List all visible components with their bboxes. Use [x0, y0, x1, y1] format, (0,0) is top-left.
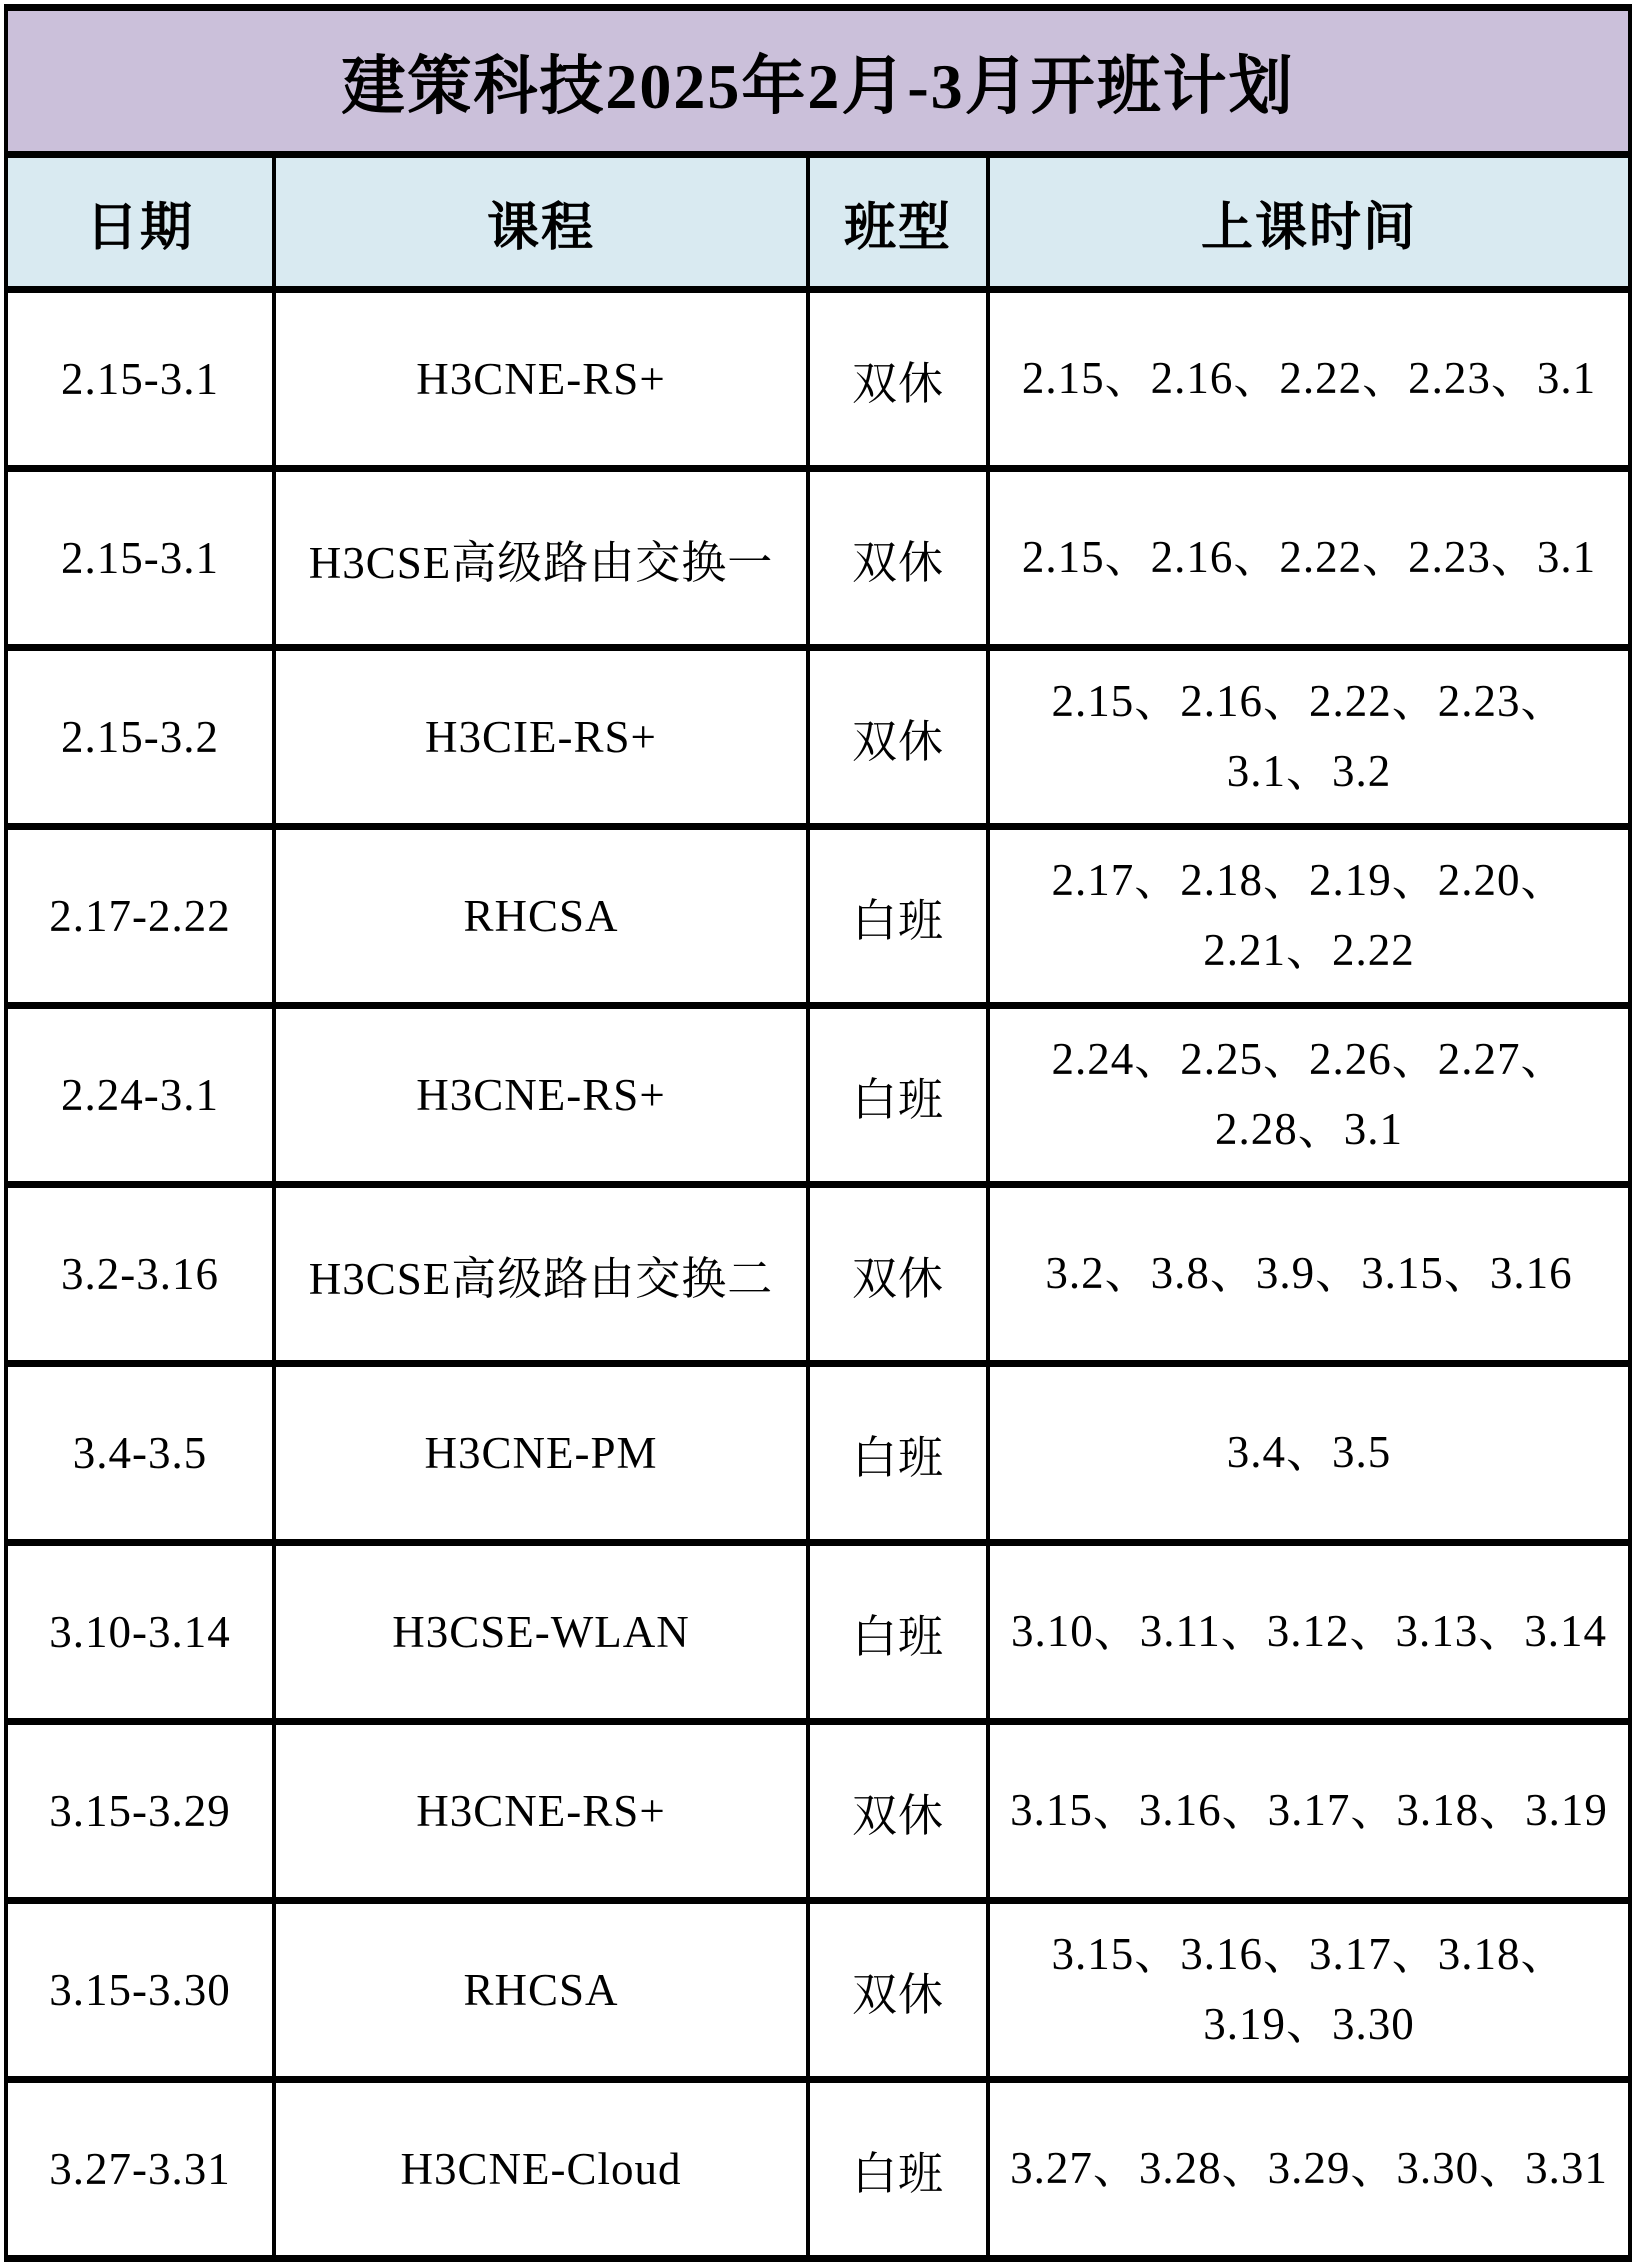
cell-type: 白班 — [808, 1364, 988, 1543]
cell-date: 3.2-3.16 — [6, 1185, 274, 1364]
cell-time: 3.2、3.8、3.9、3.15、3.16 — [988, 1185, 1630, 1364]
cell-date: 2.15-3.1 — [6, 290, 274, 469]
cell-course: RHCSA — [274, 827, 808, 1006]
cell-course: H3CNE-RS+ — [274, 1006, 808, 1185]
page-title: 建策科技2025年2月-3月开班计划 — [6, 8, 1630, 155]
cell-type: 白班 — [808, 827, 988, 1006]
cell-date: 3.15-3.30 — [6, 1901, 274, 2080]
cell-date: 3.4-3.5 — [6, 1364, 274, 1543]
cell-course: H3CNE-RS+ — [274, 1722, 808, 1901]
cell-type: 白班 — [808, 1006, 988, 1185]
cell-time: 2.15、2.16、2.22、2.23、3.1、3.2 — [988, 648, 1630, 827]
table-row — [6, 2080, 1630, 2259]
cell-type: 双休 — [808, 648, 988, 827]
cell-date: 2.24-3.1 — [6, 1006, 274, 1185]
cell-course: RHCSA — [274, 1901, 808, 2080]
cell-type: 白班 — [808, 2080, 988, 2259]
cell-time: 3.15、3.16、3.17、3.18、3.19、3.30 — [988, 1901, 1630, 2080]
cell-date: 2.15-3.1 — [6, 469, 274, 648]
cell-time: 2.15、2.16、2.22、2.23、3.1 — [988, 469, 1630, 648]
column-header-type: 班型 — [808, 155, 988, 290]
cell-type: 双休 — [808, 1722, 988, 1901]
cell-course: H3CSE-WLAN — [274, 1543, 808, 1722]
table-row — [6, 1722, 1630, 1901]
table-row — [6, 648, 1630, 827]
cell-course: H3CSE高级路由交换一 — [274, 469, 808, 648]
cell-course: H3CNE-RS+ — [274, 290, 808, 469]
table-row — [6, 1185, 1630, 1364]
table-row — [6, 469, 1630, 648]
header-row — [6, 155, 1630, 290]
cell-course: H3CIE-RS+ — [274, 648, 808, 827]
cell-course: H3CNE-PM — [274, 1364, 808, 1543]
table-row — [6, 827, 1630, 1006]
column-header-time: 上课时间 — [988, 155, 1630, 290]
cell-time: 3.27、3.28、3.29、3.30、3.31 — [988, 2080, 1630, 2259]
cell-time: 2.24、2.25、2.26、2.27、2.28、3.1 — [988, 1006, 1630, 1185]
cell-date: 3.15-3.29 — [6, 1722, 274, 1901]
table-row — [6, 1901, 1630, 2080]
cell-type: 双休 — [808, 1901, 988, 2080]
title-row — [6, 8, 1630, 155]
cell-type: 白班 — [808, 1543, 988, 1722]
cell-date: 3.10-3.14 — [6, 1543, 274, 1722]
cell-time: 3.10、3.11、3.12、3.13、3.14 — [988, 1543, 1630, 1722]
table-row — [6, 1006, 1630, 1185]
cell-type: 双休 — [808, 469, 988, 648]
cell-course: H3CSE高级路由交换二 — [274, 1185, 808, 1364]
table-row — [6, 1364, 1630, 1543]
cell-course: H3CNE-Cloud — [274, 2080, 808, 2259]
cell-date: 3.27-3.31 — [6, 2080, 274, 2259]
cell-type: 双休 — [808, 1185, 988, 1364]
cell-time: 2.15、2.16、2.22、2.23、3.1 — [988, 290, 1630, 469]
column-header-course: 课程 — [274, 155, 808, 290]
cell-date: 2.15-3.2 — [6, 648, 274, 827]
cell-time: 2.17、2.18、2.19、2.20、2.21、2.22 — [988, 827, 1630, 1006]
cell-type: 双休 — [808, 290, 988, 469]
table-row — [6, 1543, 1630, 1722]
class-schedule-table — [4, 4, 1632, 2262]
cell-time: 3.4、3.5 — [988, 1364, 1630, 1543]
table-row — [6, 290, 1630, 469]
column-header-date: 日期 — [6, 155, 274, 290]
cell-time: 3.15、3.16、3.17、3.18、3.19 — [988, 1722, 1630, 1901]
cell-date: 2.17-2.22 — [6, 827, 274, 1006]
